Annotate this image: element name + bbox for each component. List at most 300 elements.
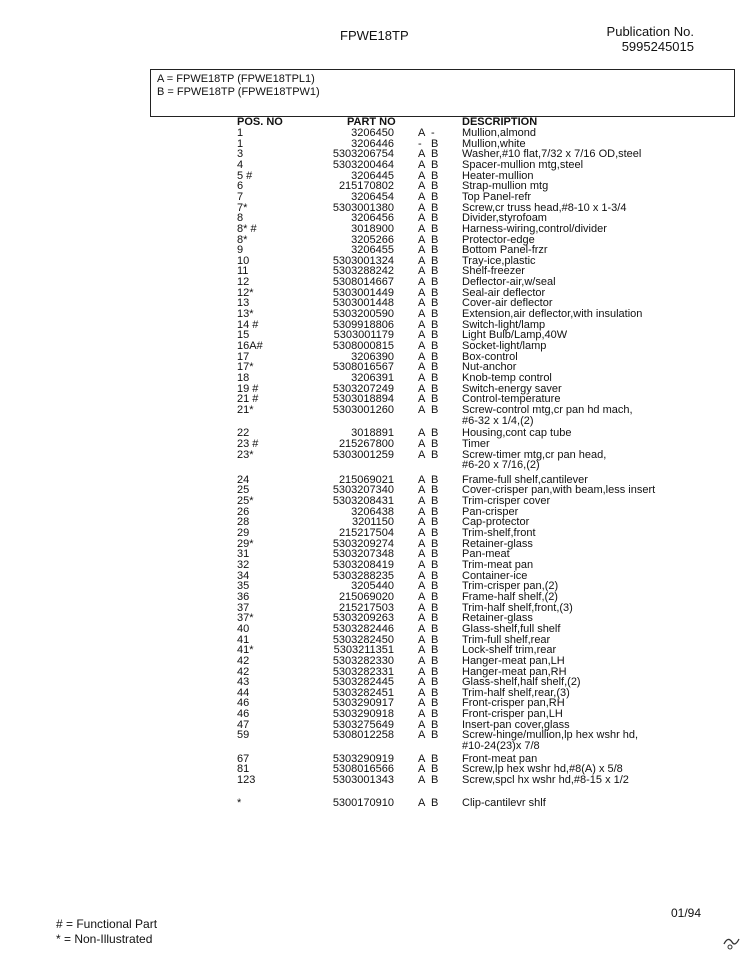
row-description: Trim-half shelf,rear,(3)	[462, 686, 570, 699]
row-variant-b: B	[431, 796, 439, 809]
row-variant-b: B	[431, 752, 439, 765]
row-pos: 37	[237, 601, 250, 614]
row-part-no: 5303282331	[332, 665, 394, 678]
row-part-no: 3206390	[351, 350, 394, 363]
row-part-no: 5303001259	[332, 448, 394, 461]
row-variant-a: A	[418, 633, 426, 646]
row-pos: 46	[237, 708, 250, 721]
row-description: Trim-crisper pan,(2)	[462, 580, 559, 593]
row-variant-b: B	[431, 222, 439, 235]
row-variant-a: A	[418, 244, 426, 257]
row-variant-a: A	[418, 612, 426, 625]
row-pos: 29	[237, 527, 250, 540]
row-pos: 67	[237, 752, 250, 765]
row-pos: 43	[237, 676, 250, 689]
row-pos: 46	[237, 697, 250, 710]
row-part-no: 3018900	[351, 222, 394, 235]
row-pos: 16A#	[237, 340, 263, 352]
row-description: Trim-meat pan	[462, 559, 534, 571]
row-part-no: 3206446	[351, 137, 394, 150]
row-variant-a: A	[418, 308, 426, 321]
row-pos: 21*	[237, 403, 254, 416]
row-variant-a: A	[418, 127, 426, 139]
row-description-cont: #6-20 x 7/16,(2)	[462, 459, 540, 472]
column-header-description: DESCRIPTION	[462, 116, 538, 128]
row-variant-b: B	[431, 265, 439, 278]
row-variant-a: A	[418, 190, 426, 203]
row-part-no: 3206445	[351, 169, 394, 182]
row-variant-a: A	[418, 318, 426, 331]
row-description: Screw-timer mtg,cr pan head,	[462, 448, 607, 461]
row-part-no: 5303211351	[333, 644, 394, 657]
row-description: Socket-light/lamp	[462, 340, 547, 352]
row-variant-a: A	[418, 601, 426, 614]
row-variant-a: A	[418, 622, 426, 635]
row-description: Front-crisper pan,LH	[462, 708, 563, 721]
row-variant-b: B	[431, 276, 439, 289]
row-variant-a: A	[418, 393, 426, 406]
row-variant-a: A	[418, 686, 426, 699]
row-variant-b: B	[431, 590, 439, 603]
row-variant-b: B	[431, 633, 439, 646]
row-pos: 13*	[237, 308, 254, 321]
row-variant-b: B	[431, 718, 439, 731]
row-part-no: 5308014667	[332, 276, 394, 289]
row-variant-b: B	[431, 361, 439, 374]
row-part-no: 5303288242	[332, 265, 394, 278]
row-pos: 6	[237, 180, 244, 193]
row-variant-a: A	[418, 763, 426, 776]
row-variant-a: A	[418, 473, 426, 486]
row-variant-a: A	[418, 527, 426, 540]
row-part-no: 5303282446	[332, 622, 394, 635]
row-variant-a: A	[418, 796, 426, 809]
row-part-no: 5303209263	[332, 612, 394, 625]
row-variant-a: A	[418, 158, 426, 171]
row-variant-a: A	[418, 297, 426, 310]
row-description: Screw,cr truss head,#8-10 x 1-3/4	[462, 201, 627, 214]
row-pos: 23*	[237, 448, 254, 461]
row-variant-b: B	[431, 180, 439, 193]
column-header-pos: POS. NO	[237, 116, 283, 128]
row-description: Switch-energy saver	[462, 382, 562, 395]
row-description: Light Bulb/Lamp,40W	[462, 329, 568, 342]
row-description: Glass-shelf,full shelf	[462, 622, 561, 635]
row-variant-a: A	[418, 484, 426, 497]
row-variant-b: B	[431, 403, 439, 416]
row-variant-b: B	[431, 169, 439, 182]
row-pos: 8	[237, 212, 244, 225]
row-description: Screw-control mtg,cr pan hd mach,	[462, 403, 633, 416]
row-variant-a: A	[418, 644, 426, 657]
row-pos: 44	[237, 686, 250, 699]
row-part-no: 3201150	[351, 516, 394, 529]
row-variant-a: A	[418, 222, 426, 235]
row-pos: 23 #	[237, 437, 259, 450]
row-description: Housing,cont cap tube	[462, 427, 572, 440]
row-variant-b: B	[431, 644, 439, 657]
row-variant-a: A	[418, 382, 426, 395]
row-variant-b: B	[431, 548, 439, 561]
row-description: Nut-anchor	[462, 361, 517, 374]
row-part-no: 3206456	[351, 212, 394, 225]
row-variant-b: B	[431, 654, 439, 667]
row-part-no: 5303001448	[332, 297, 394, 310]
row-pos: 40	[237, 622, 250, 635]
row-part-no: 5303288235	[332, 569, 394, 582]
row-part-no: 3206438	[351, 505, 394, 518]
row-part-no: 5303282330	[332, 654, 394, 667]
row-variant-a: A	[418, 505, 426, 518]
row-description: Harness-wiring,control/divider	[462, 222, 607, 235]
row-description-cont: #10-24(23)x 7/8	[462, 740, 540, 753]
row-part-no: 5303018894	[332, 393, 394, 406]
row-description: Glass-shelf,half shelf,(2)	[462, 676, 581, 689]
column-header-part: PART NO	[347, 116, 396, 128]
row-description: Hanger-meat pan,RH	[462, 665, 567, 678]
row-part-no: 5303001179	[333, 329, 394, 342]
row-variant-b: B	[431, 473, 439, 486]
row-pos: 8*	[237, 233, 248, 246]
row-description: Front-crisper pan,RH	[462, 697, 565, 710]
row-variant-a: A	[418, 569, 426, 582]
row-variant-b: B	[431, 729, 439, 742]
row-variant-b: B	[431, 505, 439, 518]
row-variant-b: B	[431, 318, 439, 331]
row-description: Seal-air deflector	[462, 286, 546, 299]
row-description: Trim-shelf,front	[462, 527, 536, 540]
row-part-no: 5303001380	[332, 201, 394, 214]
row-variant-a: A	[418, 548, 426, 561]
row-variant-a: A	[418, 276, 426, 289]
row-description: Strap-mullion mtg	[462, 180, 549, 193]
row-variant-a: A	[418, 180, 426, 193]
row-part-no: 5303207340	[332, 484, 394, 497]
row-variant-b: B	[431, 233, 439, 246]
row-variant-a: A	[418, 148, 426, 161]
row-variant-b: B	[431, 516, 439, 529]
row-part-no: 215069021	[338, 473, 394, 486]
row-description: Shelf-freezer	[462, 265, 525, 278]
row-pos: 1	[237, 127, 244, 139]
row-variant-b: B	[431, 308, 439, 321]
row-part-no: 5303290917	[332, 697, 394, 710]
row-variant-b: B	[431, 763, 439, 776]
row-variant-b: B	[431, 448, 439, 461]
row-variant-a: A	[418, 729, 426, 742]
row-pos: 19 #	[237, 382, 259, 395]
row-description: Screw,spcl hx wshr hd,#8-15 x 1/2	[462, 774, 629, 786]
row-variant-a: A	[418, 286, 426, 299]
row-description: Cap-protector	[462, 516, 530, 529]
row-description: Lock-shelf trim,rear	[462, 644, 557, 657]
row-pos: 4	[237, 158, 244, 171]
row-variant-a: A	[418, 654, 426, 667]
row-part-no: 215217503	[338, 601, 394, 614]
row-variant-b: B	[431, 559, 439, 571]
row-description: Trim-crisper cover	[462, 495, 551, 508]
row-part-no: 215170802	[338, 180, 394, 193]
row-pos: 26	[237, 505, 250, 518]
row-part-no: 215069020	[338, 590, 394, 603]
row-description: Container-ice	[462, 569, 528, 582]
row-variant-b: B	[431, 708, 439, 721]
row-pos: 10	[237, 254, 250, 267]
row-pos: 41	[237, 633, 250, 646]
row-part-no: 5303206754	[332, 148, 394, 161]
row-description: Pan-meat	[462, 548, 510, 561]
row-variant-b: B	[431, 201, 439, 214]
row-variant-a: A	[418, 516, 426, 529]
row-variant-b: B	[431, 190, 439, 203]
publication-label: Publication No.	[606, 24, 694, 39]
row-part-no: 5303290918	[332, 708, 394, 721]
row-part-no: 5303001324	[332, 254, 394, 267]
row-description: Tray-ice,plastic	[462, 254, 536, 267]
row-variant-a: A	[418, 340, 426, 352]
row-variant-a: A	[418, 361, 426, 374]
legend-non-illustrated: * = Non-Illustrated	[56, 932, 153, 946]
row-pos: 7	[237, 190, 244, 203]
row-variant-a: A	[418, 697, 426, 710]
row-pos: 35	[237, 580, 250, 593]
row-pos: 32	[237, 559, 250, 571]
row-variant-a: A	[418, 254, 426, 267]
row-pos: 7*	[237, 201, 248, 214]
row-part-no: 5303282450	[332, 633, 394, 646]
row-variant-a: A	[418, 665, 426, 678]
row-part-no: 5308000815	[332, 340, 394, 352]
row-variant-a: A	[418, 676, 426, 689]
row-variant-a: A	[418, 169, 426, 182]
row-variant-a: A	[418, 350, 426, 363]
row-part-no: 215217504	[338, 527, 394, 540]
row-part-no: 215267800	[338, 437, 394, 450]
variants-box	[150, 69, 735, 117]
row-part-no: 5303282445	[332, 676, 394, 689]
row-pos: 21 #	[237, 393, 259, 406]
row-pos: 41*	[237, 644, 254, 657]
row-variant-a: A	[418, 201, 426, 214]
row-variant-b: B	[431, 484, 439, 497]
row-description: Spacer-mullion mtg,steel	[462, 158, 584, 171]
row-pos: 11	[237, 265, 249, 278]
row-part-no: 5303275649	[332, 718, 394, 731]
row-pos: 25	[237, 484, 250, 497]
row-pos: 13	[237, 297, 250, 310]
variant-a: A = FPWE18TP (FPWE18TPL1)	[157, 73, 315, 85]
row-variant-b: B	[431, 371, 439, 384]
row-variant-b: B	[431, 697, 439, 710]
row-pos: 36	[237, 590, 250, 603]
row-variant-b: B	[431, 774, 439, 786]
row-pos: 37*	[237, 612, 254, 625]
row-pos: 42	[237, 654, 250, 667]
row-description: Retainer-glass	[462, 612, 533, 625]
row-variant-a: A	[418, 774, 426, 786]
row-variant-b: -	[431, 127, 435, 139]
row-part-no: 3018891	[351, 427, 394, 440]
row-part-no: 3206391	[351, 371, 394, 384]
row-variant-b: B	[431, 212, 439, 225]
row-part-no: 3206450	[351, 127, 394, 139]
model-title: FPWE18TP	[340, 28, 409, 43]
row-description: Knob-temp control	[462, 371, 552, 384]
row-description: Front-meat pan	[462, 752, 538, 765]
row-variant-b: B	[431, 495, 439, 508]
row-pos: *	[237, 796, 242, 809]
row-pos: 25*	[237, 495, 254, 508]
row-variant-a: A	[418, 718, 426, 731]
row-variant-a: A	[418, 265, 426, 278]
row-part-no: 5303207348	[332, 548, 394, 561]
row-part-no: 5303001343	[332, 774, 394, 786]
row-variant-a: A	[418, 590, 426, 603]
row-pos: 1	[237, 137, 244, 150]
row-description: Clip-cantilevr shlf	[462, 796, 546, 809]
row-part-no: 5303200590	[332, 308, 394, 321]
publication-block	[607, 24, 694, 54]
row-variant-a: A	[418, 708, 426, 721]
row-part-no: 3206454	[351, 190, 394, 203]
row-description: Bottom Panel-frzr	[462, 244, 548, 257]
row-description: Trim-half shelf,front,(3)	[462, 601, 573, 614]
row-description: Cover-crisper pan,with beam,less insert	[462, 484, 656, 497]
row-description: Heater-mullion	[462, 169, 534, 182]
row-variant-b: B	[431, 622, 439, 635]
row-description: Retainer-glass	[462, 537, 533, 550]
row-variant-b: B	[431, 286, 439, 299]
row-pos: 34	[237, 569, 250, 582]
row-part-no: 5303208431	[332, 495, 394, 508]
row-variant-b: B	[431, 158, 439, 171]
row-variant-b: B	[431, 665, 439, 678]
row-variant-b: B	[431, 676, 439, 689]
row-pos: 17*	[237, 361, 254, 374]
row-description: Extension,air deflector,with insulation	[462, 308, 643, 321]
variant-b: B = FPWE18TP (FPWE18TPW1)	[157, 86, 320, 98]
row-part-no: 5303209274	[332, 537, 394, 550]
row-description: Divider,styrofoam	[462, 212, 547, 225]
row-pos: 3	[237, 148, 244, 161]
row-variant-a: A	[418, 427, 426, 440]
publication-number: 5995245015	[621, 39, 694, 54]
row-description: Pan-crisper	[462, 505, 519, 518]
row-description: Frame-half shelf,(2)	[462, 590, 558, 603]
row-description: Hanger-meat pan,LH	[462, 654, 565, 667]
row-pos: 28	[237, 516, 250, 529]
row-part-no: 5303208419	[332, 559, 394, 571]
row-description: Cover-air deflector	[462, 297, 553, 310]
row-variant-b: B	[431, 254, 439, 267]
row-variant-b: B	[431, 382, 439, 395]
row-pos: 8* #	[237, 222, 257, 235]
row-description: Deflector-air,w/seal	[462, 276, 556, 289]
row-part-no: 5308016566	[332, 763, 394, 776]
row-pos: 24	[237, 473, 250, 486]
row-variant-b: B	[431, 393, 439, 406]
row-pos: 12*	[237, 286, 254, 299]
row-part-no: 5300170910	[332, 796, 394, 809]
row-variant-a: A	[418, 537, 426, 550]
row-part-no: 5303001449	[332, 286, 394, 299]
row-description: Screw-hinge/mullion,lp hex wshr hd,	[462, 729, 639, 742]
row-variant-a: A	[418, 437, 426, 450]
row-variant-b: B	[431, 340, 439, 352]
row-pos: 123	[237, 774, 256, 786]
row-variant-a: A	[418, 212, 426, 225]
row-variant-b: B	[431, 427, 439, 440]
row-pos: 12	[237, 276, 250, 289]
row-variant-b: B	[431, 137, 439, 150]
row-pos: 9	[237, 244, 244, 257]
row-variant-b: B	[431, 244, 439, 257]
row-part-no: 5303207249	[332, 382, 394, 395]
row-description: Mullion,almond	[462, 127, 536, 139]
row-pos: 42	[237, 665, 250, 678]
row-variant-b: B	[431, 612, 439, 625]
row-variant-a: A	[418, 329, 426, 342]
row-variant-b: B	[431, 569, 439, 582]
row-description-cont: #6-32 x 1/4,(2)	[462, 414, 534, 427]
row-variant-b: B	[431, 580, 439, 593]
row-pos: 29*	[237, 537, 254, 550]
row-part-no: 5303282451	[332, 686, 394, 699]
row-description: Trim-full shelf,rear	[462, 633, 551, 646]
row-variant-a: A	[418, 371, 426, 384]
row-variant-b: B	[431, 329, 439, 342]
row-pos: 22	[237, 427, 250, 440]
row-part-no: 3206455	[351, 244, 394, 257]
row-pos: 31	[237, 548, 250, 561]
row-pos: 18	[237, 371, 250, 384]
row-part-no: 5303200464	[332, 158, 394, 171]
row-variant-b: B	[431, 686, 439, 699]
row-variant-b: B	[431, 437, 439, 450]
row-variant-b: B	[431, 537, 439, 550]
row-description: Protector-edge	[462, 233, 535, 246]
row-description: Frame-full shelf,cantilever	[462, 473, 588, 486]
row-part-no: 3205266	[351, 233, 394, 246]
row-variant-b: B	[431, 148, 439, 161]
row-variant-a: A	[418, 495, 426, 508]
row-variant-a: A	[418, 559, 426, 571]
row-part-no: 5303001260	[332, 403, 394, 416]
legend-functional: # = Functional Part	[56, 917, 158, 931]
row-variant-a: A	[418, 752, 426, 765]
row-description: Washer,#10 flat,7/32 x 7/16 OD,steel	[462, 148, 642, 161]
row-variant-a: A	[418, 448, 426, 461]
row-pos: 47	[237, 718, 250, 731]
row-description: Switch-light/lamp	[462, 318, 546, 331]
row-part-no: 3205440	[351, 580, 394, 593]
row-description: Screw,lp hex wshr hd,#8(A) x 5/8	[462, 763, 623, 776]
row-pos: 5 #	[237, 169, 253, 182]
row-variant-b: B	[431, 297, 439, 310]
row-description: Box-control	[462, 350, 518, 363]
row-part-no: 5308016567	[332, 361, 394, 374]
row-pos: 17	[237, 350, 250, 363]
row-variant-a: A	[418, 233, 426, 246]
row-part-no: 5308012258	[332, 729, 394, 742]
row-pos: 59	[237, 729, 250, 742]
row-description: Top Panel-refr	[462, 190, 532, 203]
row-pos: 81	[237, 763, 250, 776]
row-pos: 15	[237, 329, 250, 342]
row-description: Control-temperature	[462, 393, 561, 406]
row-description: Insert-pan cover,glass	[462, 718, 570, 731]
row-description: Timer	[462, 437, 490, 450]
